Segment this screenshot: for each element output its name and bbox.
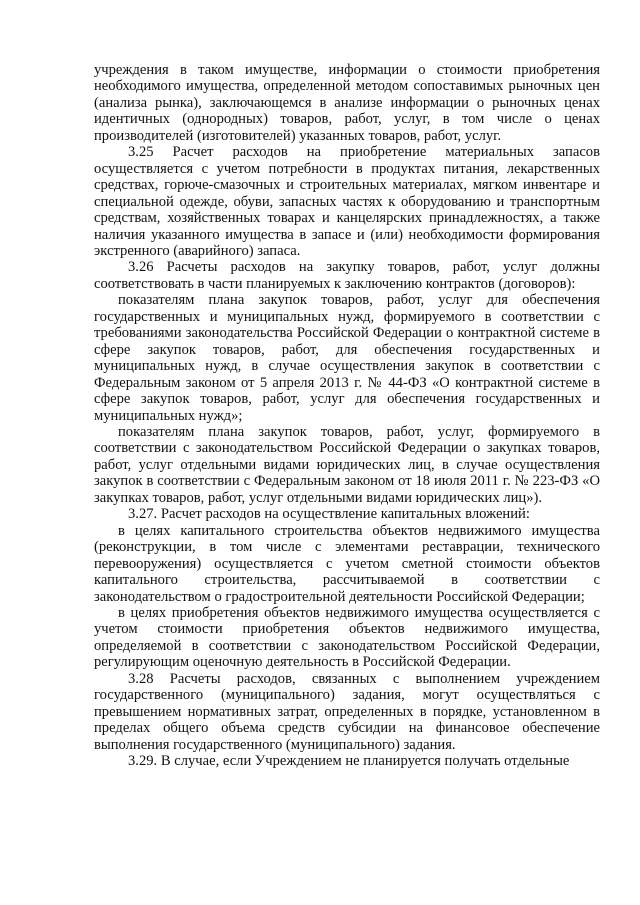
paragraph-continuation: учреждения в таком имуществе, информации о стоимости приобретения необходимого имущества, определенной методом сопоставимых рыночных цен (анализа рынка), заключающемся в анализе информации о рыночных ценах идентичных (однородных) товаров, работ, услуг, в том числе о ценах производителей (изготовителей) указанных товаров, работ, услуг.	[94, 62, 600, 144]
paragraph-3-26-item-2: показателям плана закупок товаров, работ, услуг, формируемого в соответствии с законодательством Российской Федерации о закупках товаров, работ, услуг отдельными видами юридических лиц, в случае осуществления закупок в соответствии с Федеральным законом от 18 июля 2011 г. № 223-ФЗ «О закупках товаров, работ, услуг отдельными видами юридических лиц»).	[94, 423, 600, 506]
paragraph-3-28: 3.28 Расчеты расходов, связанных с выполнением учреждением государственного (муниципального) задания, могут осуществляться с превышением нормативных затрат, определенных в порядке, установленном в пределах общего объема средств субсидии на финансовое обеспечение выполнения государственного (муниципального) задания.	[94, 670, 600, 753]
paragraph-3-25: 3.25 Расчет расходов на приобретение материальных запасов осуществляется с учетом потребности в продуктах питания, лекарственных средствах, горюче-смазочных и строительных материалах, мягком инвентаре и специальной одежде, обуви, запасных частях к оборудованию и транспортным средствам, хозяйственных товарах и канцелярских принадлежностях, а также наличия указанного имущества в запасе и (или) необходимости формирования экстренного (аварийного) запаса.	[94, 144, 600, 259]
paragraph-3-27: 3.27. Расчет расходов на осуществление капитальных вложений:	[128, 506, 530, 523]
paragraph-3-27-item-2: в целях приобретения объектов недвижимого имущества осуществляется с учетом стоимости приобретения объектов недвижимого имущества, определяемой в соответствии с законодательством Российской Федерации, регулирующим оценочную деятельность в Российской Федерации.	[94, 604, 600, 671]
paragraph-3-26-item-1: показателям плана закупок товаров, работ, услуг для обеспечения государственных и муниципальных нужд, формируемого в соответствии с требованиями законодательства Российской Федерации о контрактной системе в сфере закупок товаров, работ, для обеспечения государственных и муниципальных нужд, в случае осуществления закупок в соответствии с Федеральным законом от 5 апреля 2013 г. № 44-ФЗ «О контрактной системе в сфере закупок товаров, работ, услуг для обеспечения государственных и муниципальных нужд»;	[94, 292, 600, 424]
document-body	[94, 62, 600, 769]
paragraph-3-29: 3.29. В случае, если Учреждением не планируется получать отдельные	[128, 753, 570, 770]
paragraph-3-27-item-1: в целях капитального строительства объектов недвижимого имущества (реконструкции, в том числе с элементами реставрации, технического перевооружения) осуществляется с учетом сметной стоимости объектов капитального строительства, рассчитываемой в соответствии с законодательством о градостроительной деятельности Российской Федерации;	[94, 522, 600, 605]
paragraph-3-26: 3.26 Расчеты расходов на закупку товаров, работ, услуг должны соответствовать в части планируемых к заключению контрактов (договоров):	[94, 259, 600, 292]
